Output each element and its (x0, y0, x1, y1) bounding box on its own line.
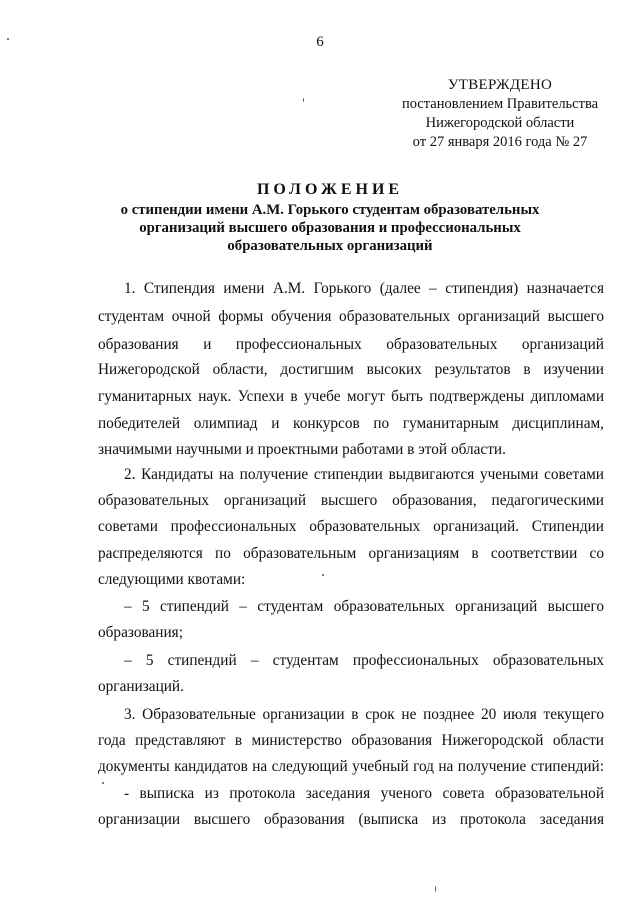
approval-stamp: УТВЕРЖДЕНО (447, 77, 553, 93)
quota-1-line-2: образования; (98, 624, 183, 641)
paragraph-1-line-1: 1. Стипендия имени А.М. Горького (далее – стипендия) назначается (124, 280, 604, 297)
approval-line-2: Нижегородской области (425, 115, 575, 131)
scan-speck (102, 782, 104, 784)
quota-1-line-1: – 5 стипендий – студентам образовательных организаций высшего (124, 598, 604, 615)
subtitle-line-1: о стипендии имени А.М. Горького студентам образовательных (120, 202, 540, 218)
scan-speck (435, 886, 436, 892)
paragraph-3-line-1: 3. Образовательные организации в срок не позднее 20 июля текущего (124, 706, 604, 723)
subtitle-line-2: организаций высшего образования и профессиональных (139, 220, 521, 236)
paragraph-2-line-4: распределяются по образовательным организациям в соответствии со (98, 545, 604, 562)
paragraph-3-line-5: организации высшего образования (выписка из протокола заседания (98, 811, 604, 828)
paragraph-1-line-3: образования и профессиональных образовательных организаций (98, 336, 604, 353)
approval-line-3: от 27 января 2016 года № 27 (412, 134, 588, 150)
paragraph-3-line-2: года представляют в министерство образования Нижегородской области (98, 732, 604, 749)
page-number: 6 (316, 34, 324, 50)
paragraph-3-line-3: документы кандидатов на следующий учебный год на получение стипендий: (98, 758, 604, 775)
scan-speck (303, 98, 304, 102)
scan-speck (322, 574, 324, 576)
document-title: ПОЛОЖЕНИЕ (256, 181, 404, 198)
paragraph-2-line-2: образовательных организаций высшего образования, педагогическими (98, 492, 604, 509)
subtitle-line-3: образовательных организаций (227, 238, 433, 254)
paragraph-1-line-7: значимыми научными и проектными работами в этой области. (98, 441, 506, 458)
paragraph-3-line-4: - выписка из протокола заседания ученого совета образовательной (124, 785, 604, 802)
paragraph-1-line-2: студентам очной формы обучения образовательных организаций высшего (98, 308, 604, 325)
approval-line-1: постановлением Правительства (401, 96, 599, 112)
document-subtitle (60, 201, 600, 255)
quota-2-line-2: организаций. (98, 678, 184, 695)
paragraph-2-line-1: 2. Кандидаты на получение стипендии выдвигаются учеными советами (124, 466, 604, 483)
scan-speck (7, 38, 9, 40)
quota-2-line-1: – 5 стипендий – студентам профессиональных образовательных (124, 652, 604, 669)
paragraph-1-line-6: победителей олимпиад и конкурсов по гуманитарным дисциплинам, (98, 415, 604, 432)
paragraph-1-line-5: гуманитарных наук. Успехи в учебе могут быть подтверждены дипломами (98, 388, 604, 405)
paragraph-2-line-3: советами профессиональных образовательных организаций. Стипендии (98, 518, 604, 535)
paragraph-1-line-4: Нижегородской области, достигшим высоких результатов в изучении (98, 361, 604, 378)
approval-block (380, 76, 620, 152)
paragraph-2-line-5: следующими квотами: (98, 571, 246, 588)
